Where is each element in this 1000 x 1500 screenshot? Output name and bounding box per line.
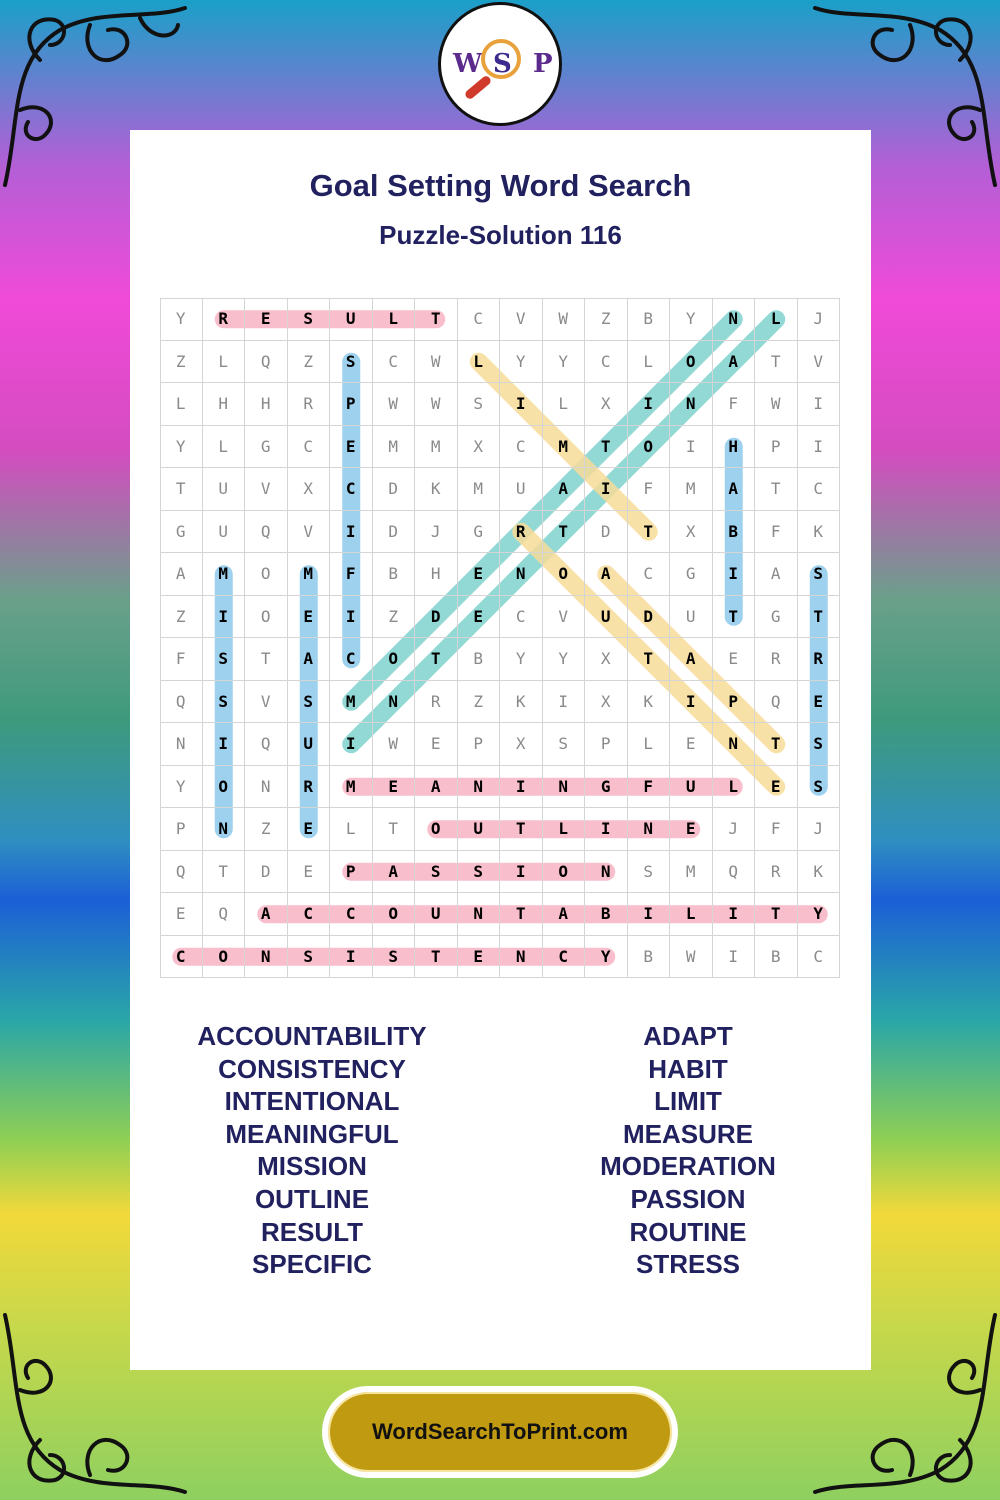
grid-cell[interactable]: W — [543, 298, 586, 341]
grid-cell[interactable]: S — [798, 553, 841, 596]
grid-cell[interactable]: M — [330, 681, 373, 724]
word-list-item: RESULT — [260, 1216, 364, 1247]
grid-cell[interactable]: O — [203, 936, 246, 979]
grid-cell[interactable]: Q — [160, 851, 203, 894]
grid-cell[interactable]: A — [755, 553, 798, 596]
grid-cell[interactable]: L — [373, 298, 416, 341]
grid-cell[interactable]: C — [798, 468, 841, 511]
grid-cell[interactable]: R — [203, 298, 246, 341]
grid-cell[interactable]: N — [713, 723, 756, 766]
grid-cell[interactable]: I — [203, 596, 246, 639]
grid-cell[interactable]: G — [245, 426, 288, 469]
grid-cell[interactable]: I — [500, 383, 543, 426]
grid-cell[interactable]: W — [755, 383, 798, 426]
grid-cell[interactable]: F — [628, 766, 671, 809]
grid-cell[interactable]: S — [415, 851, 458, 894]
grid-cell[interactable]: S — [458, 851, 501, 894]
grid-cell[interactable]: F — [330, 553, 373, 596]
grid-cell[interactable]: B — [713, 511, 756, 554]
grid-cell[interactable]: G — [670, 553, 713, 596]
grid-cell[interactable]: C — [585, 341, 628, 384]
grid-cell[interactable]: G — [458, 511, 501, 554]
grid-cell[interactable]: P — [585, 723, 628, 766]
grid-cell[interactable]: S — [373, 936, 416, 979]
grid-cell[interactable]: P — [713, 681, 756, 724]
grid-cell[interactable]: I — [330, 596, 373, 639]
grid-cell[interactable]: I — [330, 511, 373, 554]
grid-cell[interactable]: V — [543, 596, 586, 639]
grid-cell[interactable]: H — [245, 383, 288, 426]
logo-letter-w: W — [453, 49, 483, 79]
grid-cell[interactable]: A — [670, 638, 713, 681]
grid-cell[interactable]: I — [713, 936, 756, 979]
grid-cell[interactable]: M — [670, 851, 713, 894]
grid-cell[interactable]: Y — [160, 298, 203, 341]
puzzle-title: Goal Setting Word Search — [309, 168, 692, 203]
grid-cell[interactable]: D — [373, 511, 416, 554]
grid-cell[interactable]: I — [585, 468, 628, 511]
word-list-item: ACCOUNTABILITY — [197, 1021, 427, 1051]
grid-cell[interactable]: U — [288, 723, 331, 766]
grid-cell[interactable]: M — [415, 426, 458, 469]
grid-cell[interactable]: H — [415, 553, 458, 596]
grid-cell[interactable]: S — [628, 851, 671, 894]
grid-cell[interactable]: X — [500, 723, 543, 766]
word-list-item: MODERATION — [600, 1151, 776, 1182]
grid-cell[interactable]: I — [628, 383, 671, 426]
grid-cell[interactable]: S — [798, 766, 841, 809]
grid-cell[interactable]: C — [543, 936, 586, 979]
grid-cell[interactable]: T — [755, 468, 798, 511]
grid-cell[interactable]: F — [755, 511, 798, 554]
grid-cell[interactable]: C — [330, 468, 373, 511]
word-list-item: MEANINGFUL — [225, 1118, 399, 1149]
word-list-item: LIMIT — [654, 1086, 722, 1117]
grid-cell[interactable]: M — [203, 553, 246, 596]
puzzle-card — [130, 130, 871, 1370]
grid-cell[interactable]: Z — [373, 596, 416, 639]
grid-cell[interactable]: W — [415, 341, 458, 384]
grid-cell[interactable]: R — [288, 383, 331, 426]
grid-cell[interactable]: L — [628, 341, 671, 384]
grid-cell[interactable]: M — [543, 426, 586, 469]
grid-cell[interactable]: C — [288, 893, 331, 936]
word-list-item: INTENTIONAL — [224, 1086, 400, 1117]
grid-cell[interactable]: L — [628, 723, 671, 766]
site-label: WordSearchToPrint.com — [372, 1419, 628, 1444]
grid-cell[interactable]: I — [330, 936, 373, 979]
grid-cell[interactable]: Q — [245, 341, 288, 384]
grid-cell[interactable]: O — [373, 893, 416, 936]
grid-cell[interactable]: L — [755, 298, 798, 341]
grid-cell[interactable]: C — [330, 893, 373, 936]
grid-cell[interactable]: N — [670, 383, 713, 426]
grid-cell[interactable]: I — [628, 893, 671, 936]
grid-cell[interactable]: L — [713, 766, 756, 809]
grid-cell[interactable]: O — [670, 341, 713, 384]
grid-cell[interactable]: D — [585, 511, 628, 554]
grid-cell[interactable]: B — [628, 298, 671, 341]
grid-cell[interactable]: V — [288, 511, 331, 554]
grid-cell[interactable]: J — [713, 808, 756, 851]
grid-cell[interactable]: X — [288, 468, 331, 511]
grid-cell[interactable]: A — [585, 553, 628, 596]
grid-cell[interactable]: A — [713, 341, 756, 384]
grid-cell[interactable]: O — [245, 553, 288, 596]
grid-cell[interactable]: R — [798, 638, 841, 681]
grid-cell[interactable]: C — [288, 426, 331, 469]
grid-cell[interactable]: S — [203, 638, 246, 681]
grid-cell[interactable]: T — [203, 851, 246, 894]
grid-cell[interactable]: U — [458, 808, 501, 851]
grid-cell[interactable]: U — [500, 468, 543, 511]
grid-cell[interactable]: A — [543, 893, 586, 936]
grid-cell[interactable]: C — [160, 936, 203, 979]
grid-cell[interactable]: D — [245, 851, 288, 894]
grid-cell[interactable]: C — [500, 426, 543, 469]
grid-cell[interactable]: D — [628, 596, 671, 639]
grid-cell[interactable]: N — [628, 808, 671, 851]
grid-cell[interactable]: Y — [500, 341, 543, 384]
grid-cell[interactable]: N — [458, 893, 501, 936]
grid-cell[interactable]: W — [373, 723, 416, 766]
grid-cell[interactable]: R — [500, 511, 543, 554]
grid-cell[interactable]: Z — [160, 341, 203, 384]
word-list-item: ROUTINE — [629, 1216, 747, 1247]
grid-cell[interactable]: X — [585, 681, 628, 724]
grid-cell[interactable]: S — [288, 298, 331, 341]
grid-cell[interactable]: S — [288, 681, 331, 724]
grid-cell[interactable]: R — [755, 851, 798, 894]
grid-cell[interactable]: Z — [288, 341, 331, 384]
grid-cell[interactable]: T — [373, 808, 416, 851]
grid-cell[interactable]: A — [288, 638, 331, 681]
grid-cell[interactable]: M — [330, 766, 373, 809]
grid-cell[interactable]: I — [330, 723, 373, 766]
grid-cell[interactable]: N — [500, 936, 543, 979]
grid-cell[interactable]: J — [415, 511, 458, 554]
grid-cell[interactable]: T — [160, 468, 203, 511]
grid-cell[interactable]: C — [628, 553, 671, 596]
grid-cell[interactable]: I — [670, 681, 713, 724]
grid-cell[interactable]: L — [670, 893, 713, 936]
grid-cell[interactable]: J — [798, 298, 841, 341]
grid-cell[interactable]: Q — [245, 511, 288, 554]
grid-cell[interactable]: Y — [585, 936, 628, 979]
grid-cell[interactable]: A — [415, 766, 458, 809]
grid-cell[interactable]: T — [245, 638, 288, 681]
grid-cell[interactable]: Z — [585, 298, 628, 341]
grid-cell[interactable]: T — [500, 808, 543, 851]
site-link-button[interactable] — [322, 1386, 678, 1478]
grid-cell[interactable]: P — [160, 808, 203, 851]
grid-cell[interactable]: S — [798, 723, 841, 766]
grid-cell[interactable]: L — [543, 808, 586, 851]
grid-cell[interactable]: T — [713, 596, 756, 639]
grid-cell[interactable]: T — [755, 723, 798, 766]
grid-cell[interactable]: E — [330, 426, 373, 469]
grid-cell[interactable]: V — [245, 468, 288, 511]
grid-cell[interactable]: E — [458, 596, 501, 639]
grid-cell[interactable]: I — [670, 426, 713, 469]
grid-cell[interactable]: I — [713, 553, 756, 596]
grid-cell[interactable]: N — [203, 808, 246, 851]
grid-cell[interactable]: T — [755, 341, 798, 384]
grid-cell[interactable]: O — [543, 553, 586, 596]
word-list-item: HABIT — [648, 1053, 728, 1084]
grid-cell[interactable]: Y — [160, 766, 203, 809]
grid-cell[interactable]: V — [245, 681, 288, 724]
grid-cell[interactable]: E — [288, 808, 331, 851]
grid-cell[interactable]: U — [670, 766, 713, 809]
grid-cell[interactable]: N — [245, 936, 288, 979]
grid-cell[interactable]: S — [543, 723, 586, 766]
grid-cell[interactable]: C — [500, 596, 543, 639]
grid-cell[interactable]: R — [755, 638, 798, 681]
logo-letter-p: P — [533, 49, 553, 79]
grid-cell[interactable]: M — [288, 553, 331, 596]
word-list-item: MEASURE — [622, 1118, 753, 1149]
grid-cell[interactable]: O — [373, 638, 416, 681]
grid-cell[interactable]: S — [458, 383, 501, 426]
grid-cell[interactable]: M — [670, 468, 713, 511]
word-list-left — [147, 1020, 477, 1281]
grid-cell[interactable]: K — [798, 511, 841, 554]
grid-cell[interactable]: R — [288, 766, 331, 809]
grid-cell[interactable]: O — [543, 851, 586, 894]
grid-cell[interactable]: Y — [798, 893, 841, 936]
word-list-item: CONSISTENCY — [218, 1053, 406, 1084]
grid-cell[interactable]: U — [203, 511, 246, 554]
grid-cell[interactable]: O — [628, 426, 671, 469]
grid-cell[interactable]: J — [798, 808, 841, 851]
grid-cell[interactable]: A — [160, 553, 203, 596]
grid-cell[interactable]: B — [458, 638, 501, 681]
grid-cell[interactable]: N — [245, 766, 288, 809]
grid-cell[interactable]: V — [798, 341, 841, 384]
grid-cell[interactable]: L — [543, 383, 586, 426]
grid-cell[interactable]: A — [543, 468, 586, 511]
grid-cell[interactable]: K — [628, 681, 671, 724]
grid-cell[interactable]: I — [713, 893, 756, 936]
word-list-right — [523, 1020, 853, 1281]
grid-cell[interactable]: E — [458, 553, 501, 596]
grid-cell[interactable]: N — [543, 766, 586, 809]
grid-cell[interactable]: O — [415, 808, 458, 851]
grid-cell[interactable]: E — [713, 638, 756, 681]
grid-cell[interactable]: I — [500, 766, 543, 809]
wsp-logo — [438, 2, 562, 126]
grid-cell[interactable]: W — [415, 383, 458, 426]
grid-cell[interactable]: E — [755, 766, 798, 809]
grid-cell[interactable]: Y — [160, 426, 203, 469]
grid-cell[interactable]: T — [628, 638, 671, 681]
grid-cell[interactable]: Y — [670, 298, 713, 341]
grid-cell[interactable]: I — [585, 808, 628, 851]
grid-cell[interactable]: T — [543, 511, 586, 554]
grid-cell[interactable]: C — [330, 638, 373, 681]
grid-cell[interactable]: C — [373, 341, 416, 384]
grid-cell[interactable]: K — [798, 851, 841, 894]
grid-cell[interactable]: E — [373, 766, 416, 809]
grid-cell[interactable]: B — [373, 553, 416, 596]
grid-cell[interactable]: P — [330, 851, 373, 894]
grid-cell[interactable]: Y — [543, 638, 586, 681]
grid-cell[interactable]: T — [755, 893, 798, 936]
grid-cell[interactable]: N — [500, 553, 543, 596]
grid-cell[interactable]: N — [458, 766, 501, 809]
grid-cell[interactable]: E — [458, 936, 501, 979]
grid-cell[interactable]: N — [585, 851, 628, 894]
grid-cell[interactable]: I — [543, 681, 586, 724]
grid-cell[interactable]: D — [373, 468, 416, 511]
grid-cell[interactable]: P — [330, 383, 373, 426]
grid-cell[interactable]: C — [798, 936, 841, 979]
grid-cell[interactable]: P — [755, 426, 798, 469]
grid-cell[interactable]: F — [755, 808, 798, 851]
word-list-item: STRESS — [635, 1249, 741, 1280]
grid-cell[interactable]: A — [713, 468, 756, 511]
grid-cell[interactable]: X — [670, 511, 713, 554]
grid-cell[interactable]: U — [415, 893, 458, 936]
grid-cell[interactable]: T — [500, 893, 543, 936]
grid-cell[interactable]: X — [458, 426, 501, 469]
word-list-item: MISSION — [257, 1151, 367, 1182]
grid-cell[interactable]: N — [373, 681, 416, 724]
grid-cell[interactable]: B — [755, 936, 798, 979]
word-list-item: OUTLINE — [254, 1183, 370, 1214]
word-list-item: SPECIFIC — [252, 1249, 372, 1280]
grid-cell[interactable]: T — [415, 298, 458, 341]
letter-grid — [160, 298, 840, 978]
grid-cell[interactable]: T — [585, 426, 628, 469]
grid-cell[interactable]: Q — [203, 893, 246, 936]
grid-cell[interactable]: E — [798, 681, 841, 724]
grid-cell[interactable]: Q — [245, 723, 288, 766]
grid-cell[interactable]: I — [798, 383, 841, 426]
grid-cell[interactable]: Y — [500, 638, 543, 681]
grid-cell[interactable]: E — [245, 298, 288, 341]
grid-cell[interactable]: G — [585, 766, 628, 809]
grid-cell[interactable]: I — [500, 851, 543, 894]
grid-cell[interactable]: W — [670, 936, 713, 979]
grid-cell[interactable]: K — [500, 681, 543, 724]
grid-cell[interactable]: F — [628, 468, 671, 511]
grid-cell[interactable]: K — [415, 468, 458, 511]
grid-cell[interactable]: E — [288, 596, 331, 639]
grid-cell[interactable]: E — [160, 893, 203, 936]
grid-cell[interactable]: H — [713, 426, 756, 469]
grid-cell[interactable]: F — [160, 638, 203, 681]
grid-cell[interactable]: B — [628, 936, 671, 979]
grid-cell[interactable]: R — [415, 681, 458, 724]
grid-cell[interactable]: O — [203, 766, 246, 809]
grid-cell[interactable]: S — [288, 936, 331, 979]
grid-cell[interactable]: F — [713, 383, 756, 426]
grid-cell[interactable]: U — [585, 596, 628, 639]
word-search-grid — [160, 298, 840, 978]
word-list-item: PASSION — [630, 1183, 746, 1214]
grid-cell[interactable]: G — [755, 596, 798, 639]
grid-cell[interactable]: S — [330, 341, 373, 384]
grid-cell[interactable]: U — [203, 468, 246, 511]
grid-cell[interactable]: U — [330, 298, 373, 341]
grid-cell[interactable]: L — [160, 383, 203, 426]
grid-cell[interactable]: T — [415, 638, 458, 681]
grid-cell[interactable]: M — [373, 426, 416, 469]
logo-letter-s: S — [493, 49, 512, 79]
grid-cell[interactable]: E — [415, 723, 458, 766]
grid-cell[interactable]: B — [585, 893, 628, 936]
grid-cell[interactable]: W — [373, 383, 416, 426]
grid-cell[interactable]: C — [458, 298, 501, 341]
grid-cell[interactable]: X — [585, 383, 628, 426]
grid-cell[interactable]: Q — [713, 851, 756, 894]
grid-cell[interactable]: Q — [160, 681, 203, 724]
grid-cell[interactable]: I — [798, 426, 841, 469]
grid-cell[interactable]: Z — [160, 596, 203, 639]
grid-cell[interactable]: L — [203, 426, 246, 469]
grid-cell[interactable]: E — [670, 808, 713, 851]
grid-cell[interactable]: A — [245, 893, 288, 936]
grid-cell[interactable]: T — [798, 596, 841, 639]
grid-cell[interactable]: A — [373, 851, 416, 894]
grid-cell[interactable]: G — [160, 511, 203, 554]
grid-cell[interactable]: H — [203, 383, 246, 426]
grid-cell[interactable]: Y — [543, 341, 586, 384]
grid-cell[interactable]: S — [203, 681, 246, 724]
grid-cell[interactable]: U — [670, 596, 713, 639]
grid-cell[interactable]: L — [330, 808, 373, 851]
grid-cell[interactable]: N — [713, 298, 756, 341]
grid-cell[interactable]: Z — [245, 808, 288, 851]
word-list-item: ADAPT — [643, 1021, 733, 1051]
grid-cell[interactable]: T — [628, 511, 671, 554]
grid-cell[interactable]: E — [670, 723, 713, 766]
grid-cell[interactable]: N — [160, 723, 203, 766]
grid-cell[interactable]: X — [585, 638, 628, 681]
grid-cell[interactable]: P — [458, 723, 501, 766]
grid-cell[interactable]: D — [415, 596, 458, 639]
grid-cell[interactable]: E — [288, 851, 331, 894]
grid-cell[interactable]: M — [458, 468, 501, 511]
grid-cell[interactable]: L — [458, 341, 501, 384]
puzzle-subtitle: Puzzle-Solution 116 — [379, 220, 622, 250]
grid-cell[interactable]: V — [500, 298, 543, 341]
grid-cell[interactable]: T — [415, 936, 458, 979]
grid-cell[interactable]: Z — [458, 681, 501, 724]
grid-cell[interactable]: O — [245, 596, 288, 639]
grid-cell[interactable]: L — [203, 341, 246, 384]
grid-cell[interactable]: Q — [755, 681, 798, 724]
grid-cell[interactable]: I — [203, 723, 246, 766]
